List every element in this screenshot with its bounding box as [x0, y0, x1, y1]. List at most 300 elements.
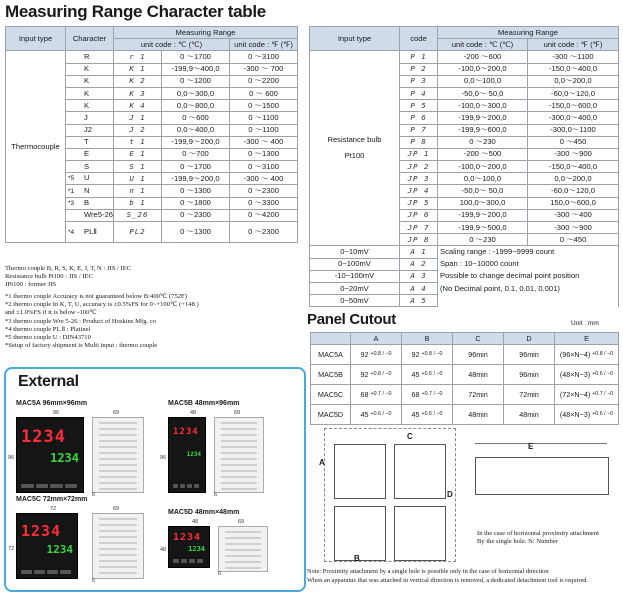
thermo-input-type	[66, 112, 114, 124]
thermo-range-c: 0 ～2300	[162, 209, 230, 221]
external-model	[8, 400, 156, 498]
model-label: MAC5D 48mm×48mm	[168, 509, 240, 516]
col-code: code	[400, 27, 438, 51]
footnote-line: JPt100 : former JIS	[5, 281, 57, 289]
external-title: External	[18, 373, 79, 390]
thermo-input-type	[66, 63, 114, 75]
width-dimension: 48	[190, 410, 197, 416]
thermo-input-type	[66, 136, 114, 148]
panel-col-header	[311, 333, 351, 345]
panel-a	[351, 365, 402, 385]
rtd-range-c: -50,0～ 50,0	[438, 185, 528, 197]
dimension-value: 45	[411, 369, 420, 379]
dimension-value: (48×N−3)	[559, 409, 591, 419]
external-section	[4, 367, 306, 592]
rtd-range-c: 0,0～100,0	[438, 173, 528, 185]
thermo-range-f: 0 ～4200	[230, 209, 298, 221]
footnote-line: *4 thermo couple PL Ⅱ : Platinel	[5, 325, 91, 333]
tolerance: +0.8 / −0	[592, 351, 614, 358]
height-dimension: 48	[160, 547, 167, 553]
analog-code: A 1	[400, 246, 438, 258]
thermo-type: B	[84, 197, 90, 207]
horizontal-cutout-hole	[475, 457, 609, 495]
thermo-range-c: 0,0～800,0	[162, 100, 230, 112]
terminal-slot	[221, 452, 257, 454]
terminal-slot	[99, 536, 137, 538]
terminal-slot	[99, 464, 137, 466]
thermo-character: b 1	[114, 197, 162, 209]
panel-d: 96min	[504, 365, 555, 385]
thermo-range-c: 0 ～1800	[162, 197, 230, 209]
panel-a	[351, 345, 402, 365]
analog-input-type: -10~100mV	[310, 270, 400, 282]
footnote-line: *1 thermo couple Accuracy is not guaranteed below B:400℃ (752F)	[5, 293, 187, 301]
thermo-type: J	[84, 112, 88, 122]
rtd-code: P 2	[400, 63, 438, 75]
thermo-type: T	[84, 137, 89, 147]
tolerance: +0.6 / −0	[592, 411, 614, 418]
rtd-range-f: -60,0～120,0	[528, 185, 619, 197]
terminal-slot	[99, 548, 137, 550]
cutout-hole	[394, 506, 446, 561]
terminal-slot	[99, 518, 137, 520]
rtd-range-c: -199,9～500,0	[438, 222, 528, 234]
thermo-character: J 2	[114, 124, 162, 136]
panel-row	[311, 345, 619, 365]
dimension-value: 45	[411, 409, 420, 419]
controller-side-view	[218, 526, 268, 572]
thermo-type: K	[84, 76, 90, 86]
thermo-range-c: 0 ～1300	[162, 222, 230, 243]
rtd-range-c: 0 ～230	[438, 136, 528, 148]
thermo-input-type	[66, 173, 114, 185]
dim-label-d: D	[447, 490, 453, 499]
front-key	[181, 559, 187, 563]
rtd-code: JP 1	[400, 148, 438, 160]
terminal-slot	[225, 555, 261, 557]
tolerance: +0.8 / −0	[370, 351, 392, 358]
rtd-code: JP 3	[400, 173, 438, 185]
thermo-character: r 1	[114, 51, 162, 63]
rtd-code: JP 7	[400, 222, 438, 234]
terminal-slot	[99, 554, 137, 556]
panel-d: 96min	[504, 345, 555, 365]
thermo-type: J2	[84, 125, 93, 135]
controller-front-panel	[16, 513, 78, 579]
analog-row	[310, 295, 619, 307]
analog-input-type: 0~10mV	[310, 246, 400, 258]
rtd-range-c: -100,0～200,0	[438, 161, 528, 173]
col-measuring-range: Measuring Range	[114, 27, 298, 39]
sv-display: 1234	[50, 451, 79, 465]
pv-display: 1234	[173, 427, 199, 437]
dimension-value: (48×N−3)	[559, 369, 591, 379]
controller-front-panel	[168, 417, 206, 493]
front-key	[189, 559, 195, 563]
tolerance: +0.6 / −0	[592, 371, 614, 378]
rtd-range-f: -300 ～400	[528, 209, 619, 221]
thermo-character: E 1	[114, 148, 162, 160]
front-key	[60, 570, 71, 574]
col-unit-f-right: unit code : ℉ (℉)	[528, 39, 619, 51]
col-unit-c-right: unit code : ℃ (℃)	[438, 39, 528, 51]
height-dimension: 72	[8, 546, 15, 552]
rtd-code: P 3	[400, 75, 438, 87]
rtd-analog-range-table	[309, 26, 619, 307]
panel-model: MAC5D	[311, 405, 351, 425]
front-key	[187, 484, 192, 488]
col-input-type: Input type	[6, 27, 66, 51]
dim-label-b: B	[354, 554, 360, 563]
rtd-range-c: -199,9～200,0	[438, 112, 528, 124]
thermo-footnote-mark: *3	[68, 199, 75, 207]
analog-code: A 2	[400, 258, 438, 270]
thermo-footnote-mark: *1	[68, 187, 75, 195]
thermo-input-type	[66, 209, 114, 221]
sv-display: 1234	[186, 451, 201, 458]
footnote-line: *5 thermo couple U : DIN43710	[5, 333, 91, 341]
footnote-line: *Setup of factory shipment is Multi input : thermo couple	[5, 341, 158, 349]
terminal-slot	[225, 549, 261, 551]
depth-dimension: 69	[238, 519, 245, 525]
analog-description: Possible to change decimal point position	[438, 270, 619, 282]
bezel-depth-label: 6	[92, 578, 96, 584]
terminal-slot	[99, 524, 137, 526]
terminal-slot	[99, 440, 137, 442]
terminal-slot	[221, 476, 257, 478]
panel-row	[311, 405, 619, 425]
height-dimension: 96	[160, 455, 167, 461]
thermo-range-f: 0 ～2300	[230, 222, 298, 243]
thermo-character: K 2	[114, 75, 162, 87]
rtd-range-f: -150,0～400,0	[528, 161, 619, 173]
panel-model: MAC5C	[311, 385, 351, 405]
thermo-type: K	[84, 88, 90, 98]
depth-dimension: 69	[113, 506, 120, 512]
cutout-caption-2: By the single hole. N: Number	[477, 538, 558, 545]
dimension-value: 68	[360, 389, 369, 399]
thermo-type: Wre5-26	[84, 210, 113, 220]
col-input-type-right: Input type	[310, 27, 400, 51]
thermo-range-c: -199,9～400,0	[162, 63, 230, 75]
col-character: Character	[66, 27, 114, 51]
terminal-slot	[99, 422, 137, 424]
rtd-range-c: 0,0～100,0	[438, 75, 528, 87]
controller-front-panel	[16, 417, 84, 493]
rtd-range-c: -100,0～300,0	[438, 100, 528, 112]
front-key	[197, 559, 203, 563]
terminal-slot	[99, 428, 137, 430]
rtd-label-line-1: Resistance bulb	[327, 135, 382, 145]
analog-description: Scaling range : -1999~9999 count	[438, 246, 619, 258]
rtd-code: P 6	[400, 112, 438, 124]
rtd-range-c: -200 ～500	[438, 148, 528, 160]
thermo-input-type	[66, 185, 114, 197]
thermo-type: N	[84, 185, 90, 195]
panel-cutout-diagram	[314, 428, 464, 568]
dimension-value: 92	[360, 349, 369, 359]
analog-row	[310, 282, 619, 294]
thermo-character: K 3	[114, 87, 162, 99]
thermo-range-c: 0 ～1700	[162, 51, 230, 63]
panel-model: MAC5B	[311, 365, 351, 385]
thermo-footnote-mark: *5	[68, 175, 75, 183]
analog-code: A 5	[400, 295, 438, 307]
rtd-range-f: 0 ～450	[528, 136, 619, 148]
thermo-input-type	[66, 222, 114, 243]
analog-row	[310, 246, 619, 258]
analog-code: A 4	[400, 282, 438, 294]
panel-a	[351, 405, 402, 425]
bezel-depth-label: 6	[92, 492, 96, 498]
rtd-code: P 1	[400, 51, 438, 63]
thermo-input-type	[66, 51, 114, 63]
panel-b	[402, 365, 453, 385]
thermo-character: U 1	[114, 173, 162, 185]
front-key	[173, 484, 178, 488]
rtd-range-f: -300 ～900	[528, 148, 619, 160]
analog-input-type: 0~100mV	[310, 258, 400, 270]
thermo-type: K	[84, 64, 90, 74]
thermo-range-f: 0 ～1300	[230, 148, 298, 160]
panel-note-1: Note: Proximity attachment by a single hole is possible only in the case of horizontal direction	[307, 568, 549, 575]
front-key	[47, 570, 58, 574]
dimension-value: (72×N−4)	[559, 389, 591, 399]
terminal-slot	[99, 482, 137, 484]
panel-a	[351, 385, 402, 405]
sv-display: 1234	[46, 543, 73, 556]
external-model	[160, 400, 308, 498]
panel-c: 96min	[453, 345, 504, 365]
analog-description: Span : 10~10000 count	[438, 258, 619, 270]
thermo-range-f: 0 ～3100	[230, 51, 298, 63]
col-unit-c: unit code : ℃ (℃)	[114, 39, 230, 51]
rtd-range-c: 100,0～300,0	[438, 197, 528, 209]
panel-row	[311, 385, 619, 405]
panel-note-2: When an apparatus that was attached in vertical direction is removed, a dedicated detachment tool is required.	[307, 577, 589, 584]
panel-e	[555, 385, 619, 405]
thermo-type: PLⅡ	[84, 226, 98, 236]
rtd-range-f: -300 ～1100	[528, 51, 619, 63]
front-key	[173, 559, 179, 563]
front-key	[194, 484, 199, 488]
thermo-range-f: 0 ～1100	[230, 124, 298, 136]
sv-display: 1234	[188, 545, 205, 553]
col-measuring-range-right: Measuring Range	[438, 27, 619, 39]
terminal-slot	[99, 530, 137, 532]
thermo-range-f: 0 ～2300	[230, 185, 298, 197]
thermo-character: S 1	[114, 161, 162, 173]
width-dimension: 72	[50, 506, 57, 512]
terminal-slot	[99, 470, 137, 472]
thermo-range-c: 0 ～1700	[162, 161, 230, 173]
col-unit-f: unit code : ℉ (℉)	[230, 39, 298, 51]
panel-e	[555, 345, 619, 365]
panel-row	[311, 365, 619, 385]
panel-cutout-table	[310, 332, 619, 425]
front-key	[50, 484, 63, 488]
terminal-slot	[225, 537, 261, 539]
panel-col-header: A	[351, 333, 402, 345]
thermo-range-c: 0 ～600	[162, 112, 230, 124]
thermo-range-c: 0 ～1300	[162, 185, 230, 197]
rtd-code: JP 4	[400, 185, 438, 197]
bezel-depth-label: 6	[214, 492, 218, 498]
analog-code: A 3	[400, 270, 438, 282]
pv-display: 1234	[173, 532, 202, 543]
thermo-type: S	[84, 161, 90, 171]
footnote-line: Thermo couple B, R, S, K, E, J, T, N : JIS / IEC	[5, 265, 132, 272]
tolerance: +0.7 / −0	[592, 391, 614, 398]
tolerance: +0.8 / −0	[421, 351, 443, 358]
rtd-code: P 7	[400, 124, 438, 136]
dim-line-e	[475, 443, 607, 445]
thermo-input-type	[66, 197, 114, 209]
rtd-code: JP 8	[400, 234, 438, 246]
controller-side-view	[92, 513, 144, 579]
tolerance: +0.8 / −0	[370, 371, 392, 378]
panel-d: 72min	[504, 385, 555, 405]
horizontal-attachment-diagram	[475, 443, 615, 523]
panel-d: 48min	[504, 405, 555, 425]
rtd-range-c: -200 ～600	[438, 51, 528, 63]
rtd-range-c: -100,0～200,0	[438, 63, 528, 75]
tolerance: +0.6 / −0	[370, 411, 392, 418]
rtd-code: JP 5	[400, 197, 438, 209]
terminal-slot	[225, 567, 261, 569]
measuring-range-title: Measuring Range Character table	[5, 2, 266, 21]
tolerance: +0.6 / −0	[421, 371, 443, 378]
thermo-input-type	[66, 100, 114, 112]
dimension-value: 92	[360, 369, 369, 379]
external-model	[8, 496, 156, 591]
terminal-slot	[99, 560, 137, 562]
front-key	[21, 484, 34, 488]
thermo-range-c: 0 ～700	[162, 148, 230, 160]
thermo-character: J 1	[114, 112, 162, 124]
analog-description: (No Decimal point, 0.1, 0.01, 0.001)	[438, 282, 619, 294]
thermocouple-label: Thermocouple	[6, 51, 66, 243]
terminal-slot	[221, 434, 257, 436]
thermo-range-f: 0 ～1500	[230, 100, 298, 112]
thermo-range-f: 0 ～3300	[230, 197, 298, 209]
dim-label-c: C	[407, 432, 413, 441]
pv-display: 1234	[21, 427, 66, 447]
footnote-line: *3 thermo couple Wre 5-26 : Product of Hoskins Mfg. co	[5, 317, 157, 325]
width-dimension: 96	[53, 410, 60, 416]
thermo-input-type	[66, 161, 114, 173]
rtd-range-c: 0 ～230	[438, 234, 528, 246]
terminal-slot	[99, 542, 137, 544]
terminal-slot	[99, 458, 137, 460]
front-key	[65, 484, 78, 488]
analog-row	[310, 258, 619, 270]
panel-b	[402, 405, 453, 425]
terminal-slot	[221, 446, 257, 448]
thermo-input-type	[66, 75, 114, 87]
resistance-bulb-label	[310, 51, 400, 246]
controller-front-panel	[168, 526, 210, 568]
terminal-slot	[221, 428, 257, 430]
panel-col-header: E	[555, 333, 619, 345]
thermo-type: K	[84, 100, 90, 110]
cutout-caption-1: In the case of horizontal proximity attachment	[477, 530, 599, 537]
thermo-type: R	[84, 51, 90, 61]
thermo-type: E	[84, 149, 90, 159]
dimension-value: (96×N−4)	[559, 349, 591, 359]
thermo-character: PL2	[114, 222, 162, 243]
panel-col-header: D	[504, 333, 555, 345]
rtd-range-f: -300,0～1100	[528, 124, 619, 136]
front-key	[180, 484, 185, 488]
dim-label-a: A	[319, 458, 325, 467]
dim-label-e: E	[528, 442, 534, 451]
thermo-character: K 1	[114, 63, 162, 75]
thermo-character: S_26	[114, 209, 162, 221]
rtd-range-f: -150,0～400,0	[528, 63, 619, 75]
width-dimension: 48	[192, 519, 199, 525]
panel-e	[555, 365, 619, 385]
tolerance: +0.6 / −0	[421, 411, 443, 418]
terminal-slot	[225, 561, 261, 563]
terminal-slot	[221, 488, 257, 490]
panel-c: 48min	[453, 365, 504, 385]
panel-c: 48min	[453, 405, 504, 425]
rtd-range-c: -199,9～200,0	[438, 209, 528, 221]
terminal-slot	[99, 572, 137, 574]
dimension-value: 45	[360, 409, 369, 419]
rtd-row	[310, 51, 619, 63]
cutout-hole	[394, 444, 446, 499]
thermo-range-f: -300 ～ 400	[230, 173, 298, 185]
panel-model: MAC5A	[311, 345, 351, 365]
rtd-code: JP 2	[400, 161, 438, 173]
thermo-range-f: 0 ～3100	[230, 161, 298, 173]
footnotes	[5, 265, 305, 350]
front-key	[21, 570, 32, 574]
analog-input-type: 0~50mV	[310, 295, 400, 307]
rtd-range-f: -300,0～400,0	[528, 112, 619, 124]
depth-dimension: 69	[113, 410, 120, 416]
dimension-value: 68	[411, 389, 420, 399]
thermo-type: U	[84, 173, 90, 183]
rtd-range-f: -150,0～600,0	[528, 100, 619, 112]
thermo-range-f: 0 ～1100	[230, 112, 298, 124]
thermo-input-type	[66, 87, 114, 99]
tolerance: +0.7 / −0	[370, 391, 392, 398]
thermo-range-c: -199,9～200,0	[162, 173, 230, 185]
controller-side-view	[92, 417, 144, 493]
terminal-slot	[99, 476, 137, 478]
analog-row	[310, 270, 619, 282]
rtd-code: P 8	[400, 136, 438, 148]
panel-b	[402, 385, 453, 405]
cutout-hole	[334, 506, 386, 561]
thermo-character: n 1	[114, 185, 162, 197]
terminal-slot	[221, 440, 257, 442]
terminal-slot	[221, 470, 257, 472]
footnote-line: and ±1.0%FS if it is below -100℃	[5, 309, 97, 317]
cutout-hole	[334, 444, 386, 499]
model-label: MAC5A 96mm×96mm	[16, 400, 88, 407]
terminal-slot	[221, 482, 257, 484]
thermo-range-f: -300 ～ 700	[230, 63, 298, 75]
unit-label: Unit : mm	[571, 320, 599, 327]
external-model	[160, 509, 308, 604]
rtd-range-f: 0,0～200,0	[528, 75, 619, 87]
tolerance: +0.7 / −0	[421, 391, 443, 398]
rtd-code: P 5	[400, 100, 438, 112]
